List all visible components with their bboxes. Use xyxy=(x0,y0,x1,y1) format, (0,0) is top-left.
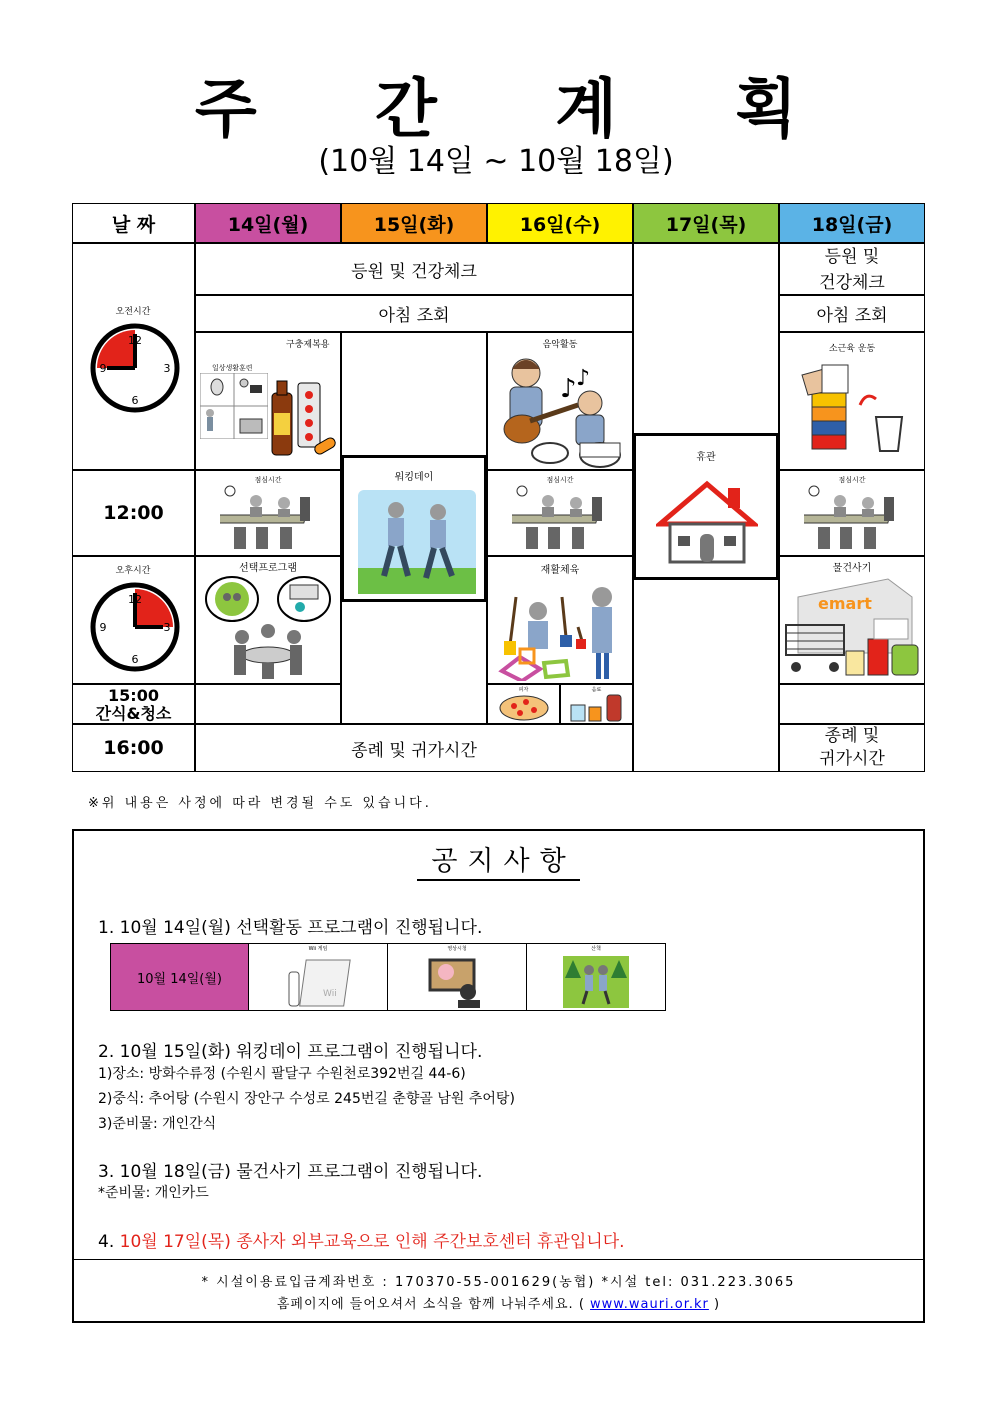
notice-title: 공지사항 xyxy=(74,839,923,878)
svg-text:♪: ♪ xyxy=(560,374,577,404)
svg-text:3: 3 xyxy=(163,621,171,634)
notice-item-3-supplies: *준비물: 개인카드 xyxy=(98,1185,209,1201)
dismissal-fri: 종례 및 귀가시간 xyxy=(779,724,925,772)
svg-text:6: 6 xyxy=(131,394,139,407)
lunch-table-icon xyxy=(804,485,902,555)
rehab-exercise-icon xyxy=(496,577,628,681)
pizza-icon xyxy=(498,692,550,722)
homepage-link[interactable]: www.wauri.or.kr xyxy=(590,1297,709,1312)
walk-trees-icon xyxy=(563,956,629,1008)
svg-text:12: 12 xyxy=(128,593,142,606)
day-header-wed: 16일(수) xyxy=(487,203,633,243)
mon-am-activity: 일상생활훈련 구충제복용 xyxy=(195,332,341,470)
tv-viewer-icon xyxy=(426,956,490,1008)
wed-snack-pizza: 피자 xyxy=(487,684,560,724)
lunch-table-icon xyxy=(220,485,318,555)
walking-people-icon xyxy=(358,490,476,594)
house-icon xyxy=(656,480,758,566)
mon-lunch: 점심시간 xyxy=(195,470,341,556)
notice-item-4: 4. 10월 17일(목) 종사자 외부교육으로 인해 주간보호센터 휴관입니다. xyxy=(98,1232,625,1252)
notice-item-2-place: 1)장소: 방화수류정 (수원시 팔달구 수원천로392번길 44-6) xyxy=(98,1066,466,1082)
notice-box xyxy=(72,829,925,1323)
shopping-emart-icon xyxy=(784,575,922,681)
time-noon: 12:00 xyxy=(72,470,195,556)
fri-lunch: 점심시간 xyxy=(779,470,925,556)
walk-card: 산책 xyxy=(527,944,665,1010)
daily-living-icon xyxy=(200,373,268,439)
fri-pm-activity: 물건사기 emart xyxy=(779,556,925,684)
notice-item-3: 3. 10월 18일(금) 물건사기 프로그램이 진행됩니다. xyxy=(98,1162,483,1182)
page-subtitle: (10월 14일 ~ 10월 18일) xyxy=(318,144,674,179)
mon-snack xyxy=(195,684,341,724)
music-activity-icon xyxy=(490,351,630,469)
day-header-thu: 17일(목) xyxy=(633,203,779,243)
day-header-mon: 14일(월) xyxy=(195,203,341,243)
clock-12-to-3-icon xyxy=(89,581,181,673)
fri-am-activity: 소근육 운동 xyxy=(779,332,925,470)
date-header: 날 짜 xyxy=(72,203,195,243)
notice-item-2-lunch: 2)중식: 추어탕 (수원시 장안구 수성로 245번길 춘향골 남원 추어탕) xyxy=(98,1091,515,1107)
svg-text:9: 9 xyxy=(99,362,107,375)
day-header-tue: 15일(화) xyxy=(341,203,487,243)
notice-item-2: 2. 10월 15일(화) 워킹데이 프로그램이 진행됩니다. xyxy=(98,1042,483,1062)
choice-program-icon xyxy=(202,573,336,683)
svg-text:Wii: Wii xyxy=(323,989,337,999)
page-title: 주 간 계 획 xyxy=(194,73,846,147)
fine-motor-cups-icon xyxy=(794,361,912,461)
wed-snack-drink: 음료 xyxy=(560,684,633,724)
svg-text:6: 6 xyxy=(131,653,139,666)
time-1600: 16:00 xyxy=(72,724,195,772)
video-watching-card: 영상시청 xyxy=(388,944,527,1010)
arrival-health-check: 등원 및 건강체크 xyxy=(195,243,633,295)
morning-assembly-fri: 아침 조회 xyxy=(779,295,925,332)
svg-text:♪: ♪ xyxy=(576,366,591,391)
wed-lunch: 점심시간 xyxy=(487,470,633,556)
arrival-health-check-fri: 등원 및 건강체크 xyxy=(779,243,925,295)
lunch-table-icon xyxy=(512,485,610,555)
notice-item-2-supplies: 3)준비물: 개인간식 xyxy=(98,1116,217,1132)
wii-game-card: Wii 게임 Wii xyxy=(249,944,388,1010)
svg-text:emart: emart xyxy=(818,594,872,613)
svg-text:12: 12 xyxy=(128,334,142,347)
closed-day: 휴관 xyxy=(633,433,779,580)
deworming-medicine-icon xyxy=(268,373,340,463)
mon-pm-activity: 선택프로그램 xyxy=(195,556,341,684)
morning-assembly: 아침 조회 xyxy=(195,295,633,332)
wii-console-icon xyxy=(287,954,353,1008)
svg-text:3: 3 xyxy=(163,362,171,375)
schedule-note: ※위 내용은 사정에 따라 변경될 수도 있습니다. xyxy=(88,796,432,811)
drink-icon xyxy=(569,691,625,723)
day-header-fri: 18일(금) xyxy=(779,203,925,243)
footer-account: * 시설이용료입금계좌번호 : 170370-55-001629(농협) *시설 tel: 031.223.3065 xyxy=(201,1275,796,1290)
time-morning: 오전시간 12 3 6 9 xyxy=(72,243,195,470)
fri-snack xyxy=(779,684,925,724)
clock-9-to-12-icon xyxy=(89,322,181,414)
time-1500: 15:00 간식&청소 xyxy=(72,684,195,724)
notice-divider xyxy=(74,1259,923,1260)
svg-text:9: 9 xyxy=(99,621,107,634)
footer-homepage: 홈페이지에 들어오셔서 소식을 함께 나눠주세요. ( www.wauri.or.kr ) xyxy=(276,1297,721,1312)
notice-item-1: 1. 10월 14일(월) 선택활동 프로그램이 진행됩니다. xyxy=(98,918,483,938)
wed-am-activity: 음악활동 ♪ ♪ xyxy=(487,332,633,470)
walking-day: 워킹데이 xyxy=(341,455,487,602)
dismissal: 종례 및 귀가시간 xyxy=(195,724,633,772)
wed-pm-activity: 재활체육 xyxy=(487,556,633,684)
notice-item-1-pictures xyxy=(110,943,666,1011)
time-afternoon: 오후시간 12 3 6 9 xyxy=(72,556,195,684)
notice-item-1-date: 10월 14일(월) xyxy=(111,944,249,1010)
